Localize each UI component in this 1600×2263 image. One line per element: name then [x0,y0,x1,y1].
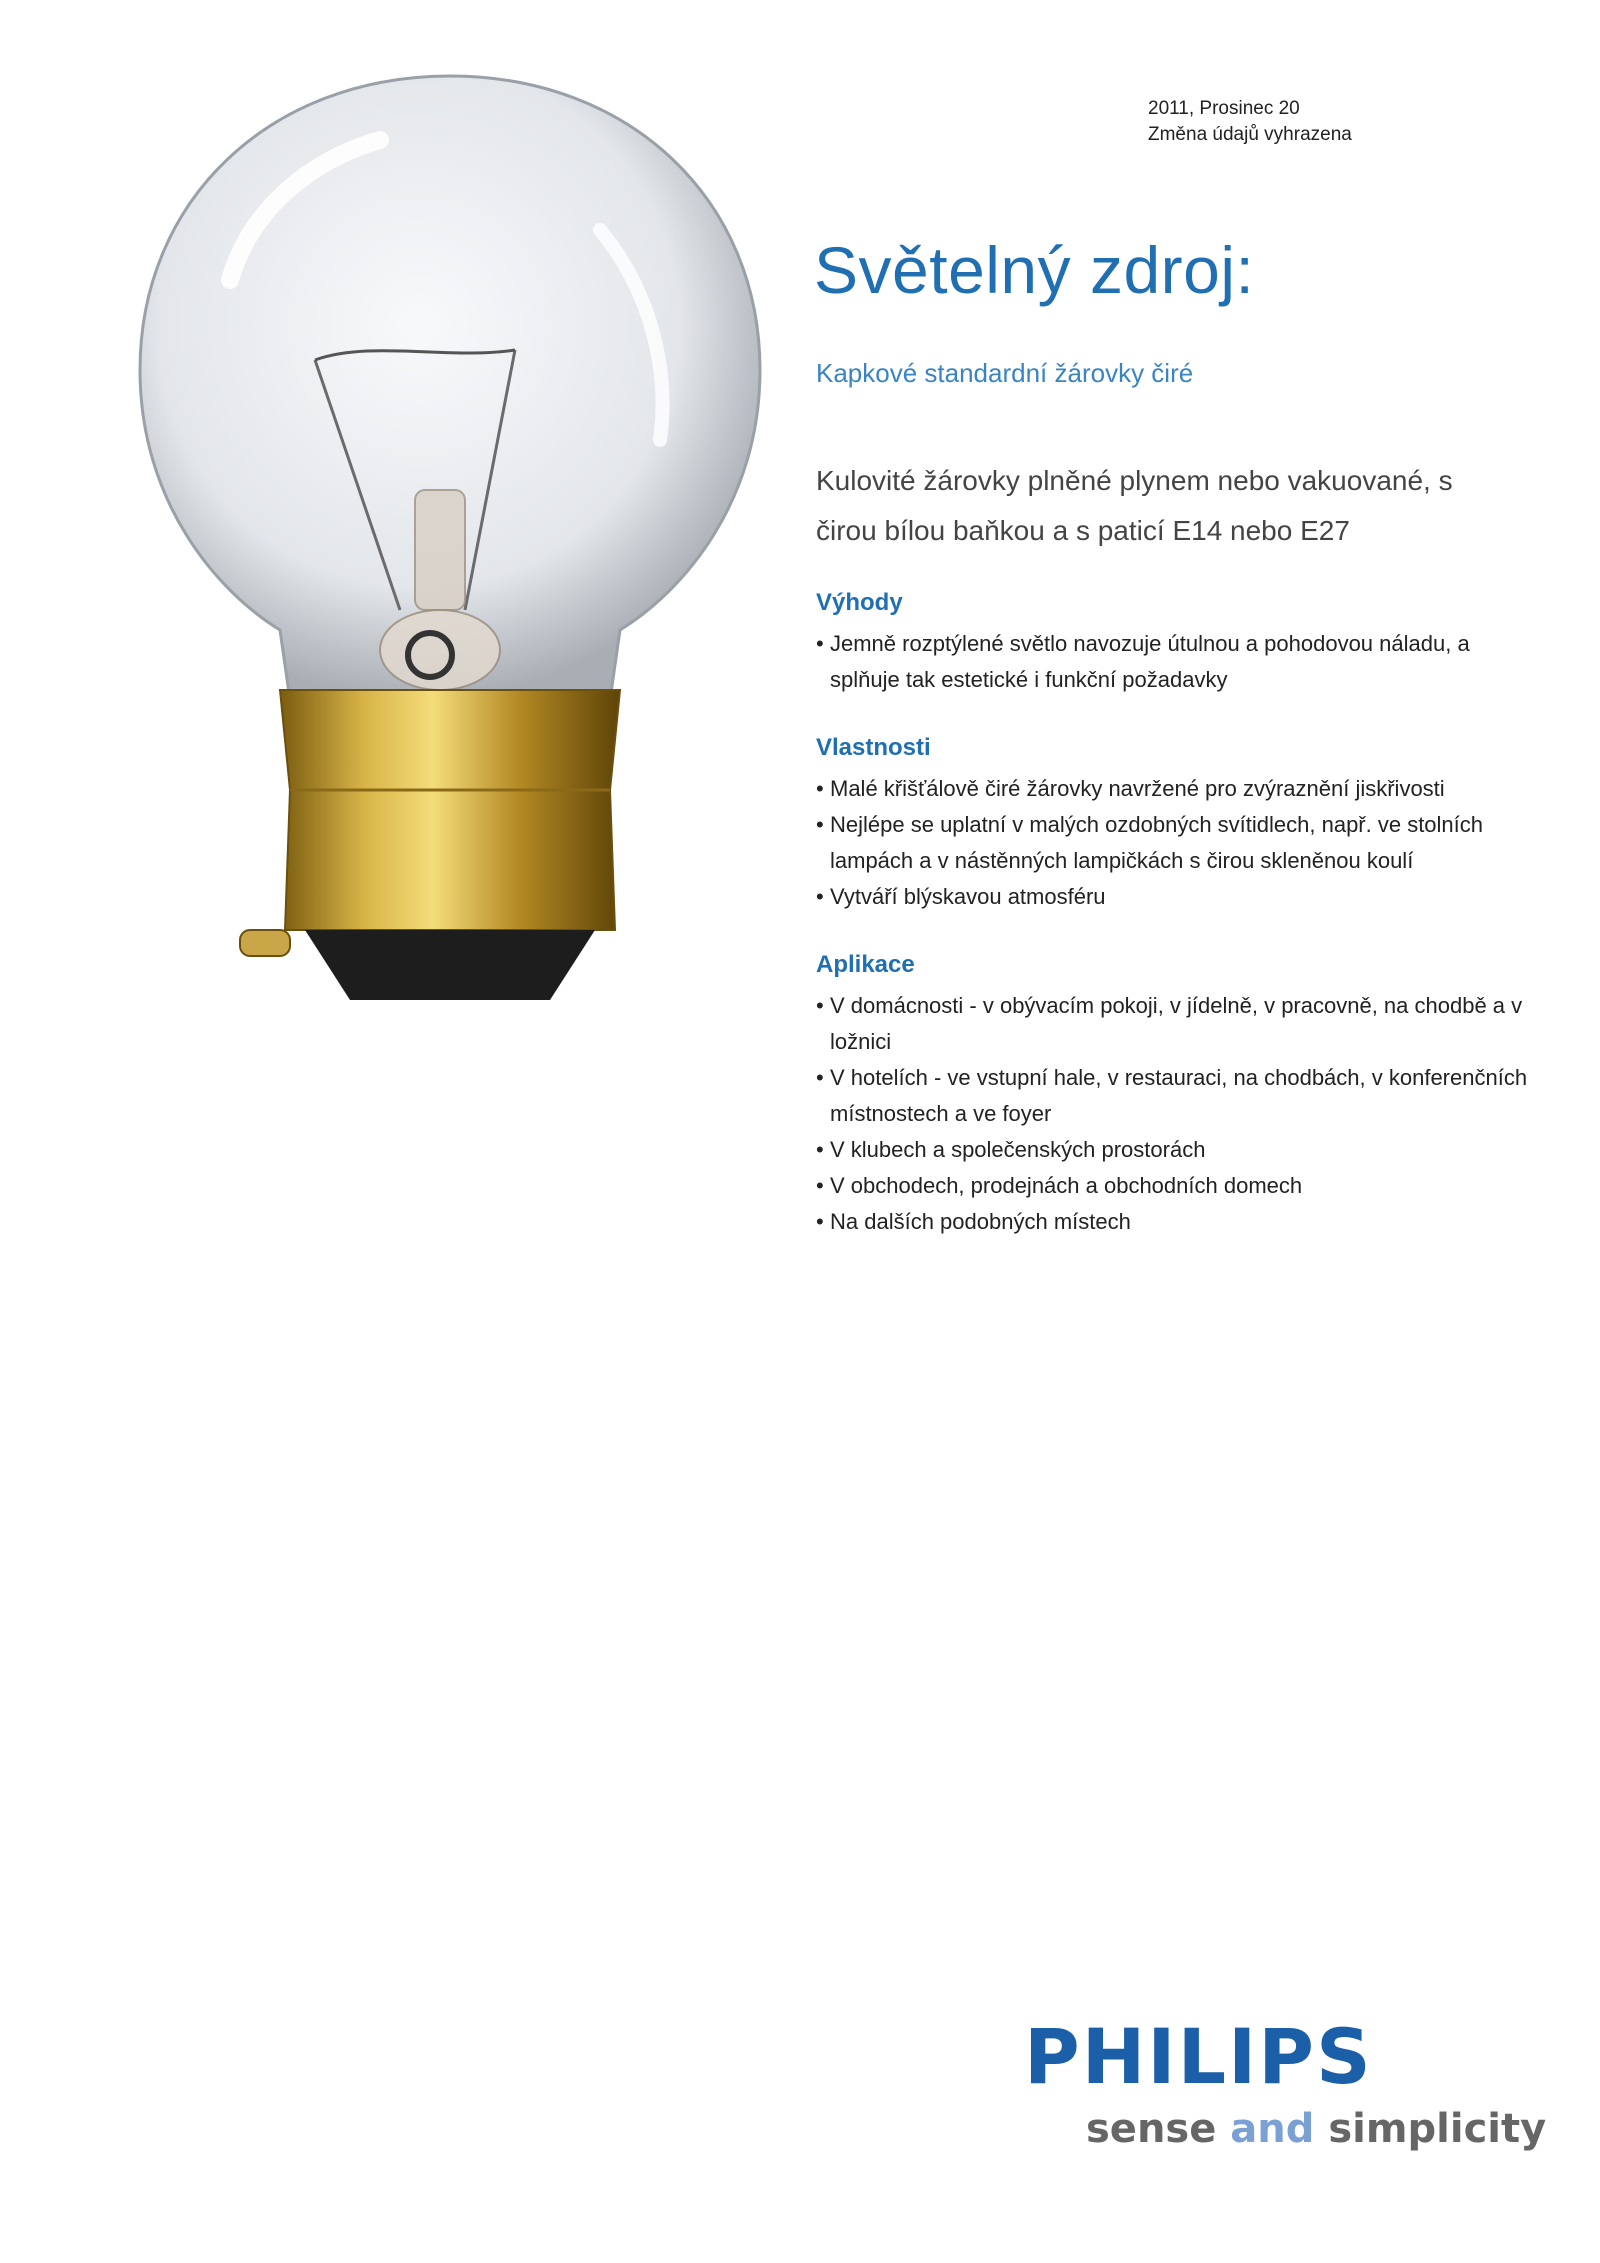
list-item: • V domácnosti - v obývacím pokoji, v jídelně, v pracovně, na chodbě a v ložnici [816,988,1536,1060]
bullet-list [816,988,1536,1240]
section-heading: Výhody [816,589,903,616]
list-item: • V klubech a společenských prostorách [816,1132,1536,1168]
bullet-list [816,626,1536,698]
tagline-simplicity: simplicity [1314,2106,1547,2152]
list-item: • Nejlépe se uplatní v malých ozdobných svítidlech, např. ve stolních lampách a v nástěnných lampičkách s čirou skleněnou koulí [816,807,1536,879]
page-subtitle: Kapkové standardní žárovky čiré [816,358,1194,388]
page-title: Světelný zdroj: [814,233,1255,307]
list-item: • Malé křišťálově čiré žárovky navržené pro zvýraznění jiskřivosti [816,771,1536,807]
brand-tagline [1086,2106,1546,2152]
intro-text: Kulovité žárovky plněné plynem nebo vakuované, s čirou bílou baňkou a s paticí E14 nebo E27 [816,465,1453,546]
change-notice: Změna údajů vyhrazena [1148,124,1352,145]
section-features [816,731,1536,915]
list-item: • V hotelích - ve vstupní hale, v restauraci, na chodbách, v konferenčních místnostech a ve foyer [816,1060,1536,1132]
list-item: • Vytváří blýskavou atmosféru [816,879,1536,915]
list-item: • V obchodech, prodejnách a obchodních domech [816,1168,1536,1204]
section-applications [816,948,1536,1240]
section-heading: Vlastnosti [816,734,931,761]
tagline-and: and [1230,2106,1315,2152]
philips-logo: PHILIPS [1024,2012,1373,2101]
document-date: 2011, Prosinec 20 [1148,98,1300,119]
bullet-list [816,771,1536,915]
list-item: • Na dalších podobných místech [816,1204,1536,1240]
list-item: • Jemně rozptýlené světlo navozuje útulnou a pohodovou náladu, a splňuje tak estetické i funkční požadavky [816,626,1536,698]
product-image-light-bulb [130,70,770,1040]
document-meta [1148,96,1352,148]
section-benefits [816,586,1536,698]
tagline-sense: sense [1086,2106,1231,2152]
light-bulb-icon [130,70,770,1040]
section-heading: Aplikace [816,951,915,978]
